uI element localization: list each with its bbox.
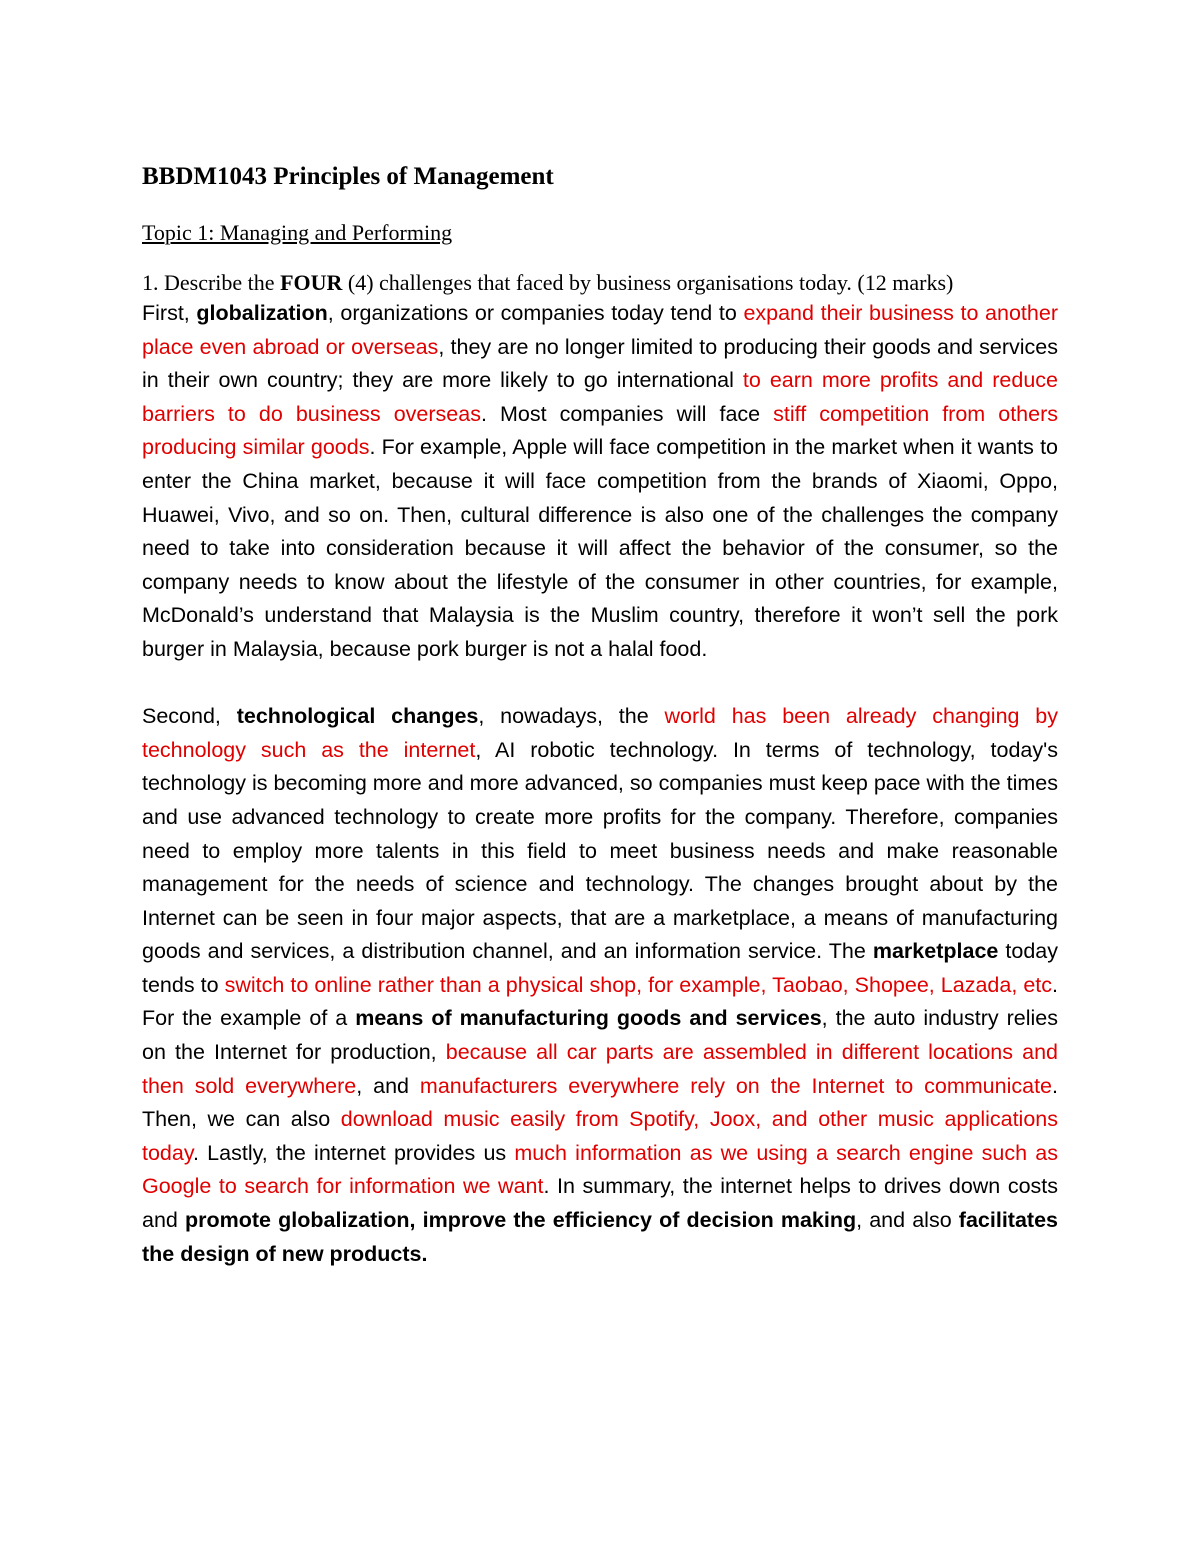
paragraph-segment-normal: Second, bbox=[142, 704, 237, 729]
paragraph-segment-normal: . For example, Apple will face competition in the market when it wants to enter the China market, because it will face competition from the brands of Xiaomi, Oppo, Huawei, Vivo, and so on. Then, cultural difference is also one of the challenges the company need to take into consideration because it will affect the behavior of the consumer, so the company needs to know about the lifestyle of the consumer in other countries, for example, McDonald’s understand that Malaysia is the Muslim country, therefore it won’t sell the pork burger in Malaysia, because pork burger is not a halal food. bbox=[142, 435, 1059, 661]
paragraph-segment-red: download music easily from Spotify, Joox, and other music applications today bbox=[142, 1107, 1059, 1165]
answer-paragraph-globalization bbox=[142, 297, 1058, 667]
paragraph-segment-red: manufacturers everywhere rely on the Internet to communicate bbox=[419, 1073, 1053, 1098]
paragraph-segment-normal: . Then, we can also bbox=[142, 1073, 1058, 1132]
paragraph-segment-normal: , and bbox=[356, 1073, 420, 1098]
paragraph-segment-red: switch to online rather than a physical shop, for example, Taobao, Shopee, Lazada, etc bbox=[224, 972, 1053, 997]
answer-paragraph-technology bbox=[142, 700, 1058, 1271]
paragraph-segment-normal: , the auto industry relies on the Internet for production, bbox=[142, 1006, 1058, 1065]
paragraph-segment-red: much information as we using a search engine such as Google to search for information we want bbox=[142, 1140, 1058, 1199]
question-bold-word: FOUR bbox=[280, 270, 343, 295]
question-prefix: 1. Describe the bbox=[142, 270, 281, 295]
document-content bbox=[142, 160, 1058, 1271]
question-text bbox=[142, 268, 1058, 297]
paragraph-segment-bold: facilitates the design of new products. bbox=[142, 1208, 1058, 1266]
topic-heading: Topic 1: Managing and Performing bbox=[142, 220, 453, 245]
paragraph-segment-normal: . Lastly, the internet provides us bbox=[193, 1140, 515, 1165]
paragraph-segment-normal: . For the example of a bbox=[142, 972, 1058, 1031]
paragraph-segment-normal: . Most companies will face bbox=[480, 401, 774, 426]
paragraph-segment-normal: , organizations or companies today tend to bbox=[327, 301, 744, 325]
paragraph-segment-red: world has been already changing by technology such as the internet bbox=[142, 704, 1059, 762]
paragraph-segment-normal: , AI robotic technology. In terms of technology, today's technology is becoming more and more advanced, so companies must keep pace with the times and use advanced technology to create more profits for the company. Therefore, companies need to employ more talents in this field to meet business needs and make reasonable management for the needs of science and technology. The changes brought about by the Internet can be seen in four major aspects, that are a marketplace, a means of manufacturing goods and services, a distribution channel, and an information service. The bbox=[142, 737, 1058, 964]
paragraph-segment-bold: promote globalization, improve the efficiency of decision making bbox=[185, 1208, 857, 1233]
paragraph-segment-bold: technological changes bbox=[236, 704, 479, 729]
question-suffix: (4) challenges that faced by business organisations today. (12 marks) bbox=[342, 270, 954, 295]
paragraph-segment-normal: today tends to bbox=[142, 939, 1058, 997]
paragraph-segment-normal: , and also bbox=[856, 1208, 959, 1233]
paragraph-segment-red: stiff competition from others producing similar goods bbox=[142, 401, 1058, 460]
paragraph-segment-normal: , nowadays, the bbox=[478, 704, 665, 729]
paragraph-segment-bold: marketplace bbox=[872, 939, 999, 964]
paragraph-segment-normal: . In summary, the internet helps to drives down costs and bbox=[142, 1174, 1058, 1233]
paragraph-segment-bold: means of manufacturing goods and services bbox=[355, 1006, 822, 1031]
paragraph-segment-red: to earn more profits and reduce barriers to do business overseas bbox=[142, 368, 1058, 426]
paragraph-segment-normal: , they are no longer limited to producing their goods and services in their own country; they are more likely to go international bbox=[142, 334, 1059, 393]
paragraph-segment-bold: globalization bbox=[196, 301, 328, 325]
document-title: BBDM1043 Principles of Management bbox=[142, 163, 554, 190]
paragraph-segment-red: because all car parts are assembled in different locations and then sold everywhere bbox=[142, 1040, 1058, 1098]
paragraph-segment-normal: First, bbox=[142, 301, 197, 325]
paragraph-segment-red: expand their business to another place even abroad or overseas bbox=[142, 301, 1058, 359]
